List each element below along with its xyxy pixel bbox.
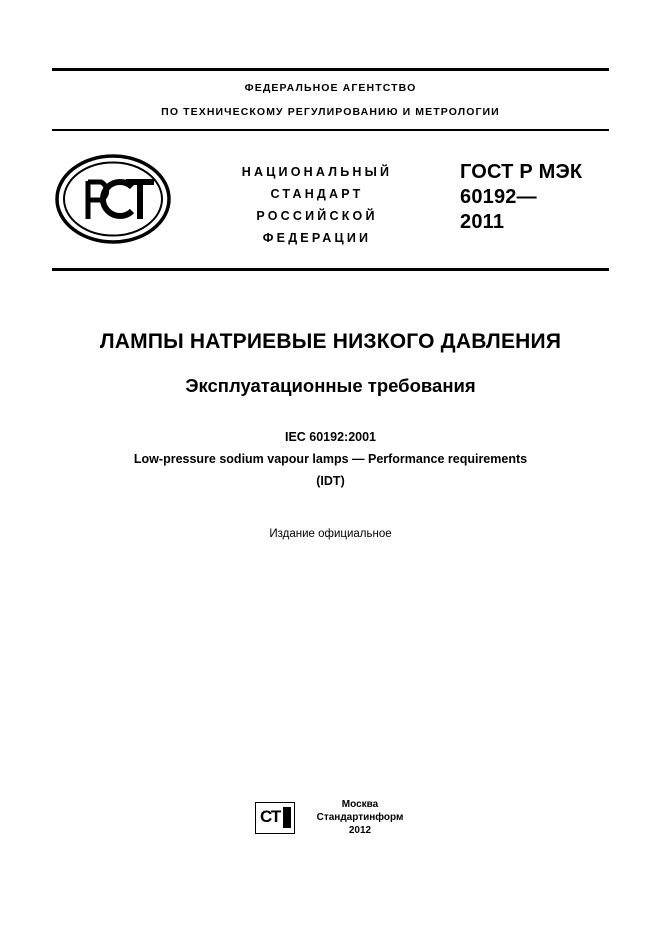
publisher-text: [300, 798, 420, 837]
identity-rule-bottom: [52, 268, 609, 271]
national-standard-line-2: СТАНДАРТ: [270, 187, 364, 201]
standard-designation: [460, 160, 640, 235]
iec-reference: IEC 60192:2001: [284, 430, 377, 444]
publisher-city: Москва: [341, 799, 379, 810]
publisher-name: Стандартинформ: [316, 812, 404, 823]
designation-line-2: 60192—: [460, 186, 537, 208]
agency-line-1: ФЕДЕРАЛЬНОЕ АГЕНТСТВО: [244, 82, 417, 94]
standard-identity-band: [52, 143, 609, 270]
national-standard-title: [202, 161, 432, 249]
publisher-year: 2012: [348, 825, 372, 836]
publisher-logo-letters: СТ: [260, 807, 281, 826]
agency-line-2: ПО ТЕХНИЧЕСКОМУ РЕГУЛИРОВАНИЮ И МЕТРОЛОГИИ: [161, 106, 500, 118]
iec-english-title: Low-pressure sodium vapour lamps — Performance requirements: [133, 452, 528, 466]
agency-header: [52, 68, 609, 131]
designation-line-1: ГОСТ Р МЭК: [460, 161, 583, 183]
header-rule-bottom: [52, 129, 609, 131]
national-standard-line-3: РОССИЙСКОЙ: [256, 209, 378, 223]
document-subtitle: Эксплуатационные требования: [185, 375, 476, 396]
publisher-block: [240, 798, 420, 848]
national-standard-line-4: ФЕДЕРАЦИИ: [262, 231, 372, 245]
document-title: ЛАМПЫ НАТРИЕВЫЕ НИЗКОГО ДАВЛЕНИЯ: [99, 330, 562, 353]
gost-r-emblem-icon: [54, 153, 172, 245]
national-standard-line-1: НАЦИОНАЛЬНЫЙ: [241, 165, 393, 179]
iec-equivalence: (IDT): [316, 474, 345, 488]
edition-note: Издание официальное: [269, 528, 392, 540]
publisher-logo-bar: [283, 807, 291, 828]
header-rule-top: [52, 68, 609, 71]
designation-line-3: 2011: [460, 211, 505, 233]
standartinform-logo-icon: [255, 802, 295, 834]
